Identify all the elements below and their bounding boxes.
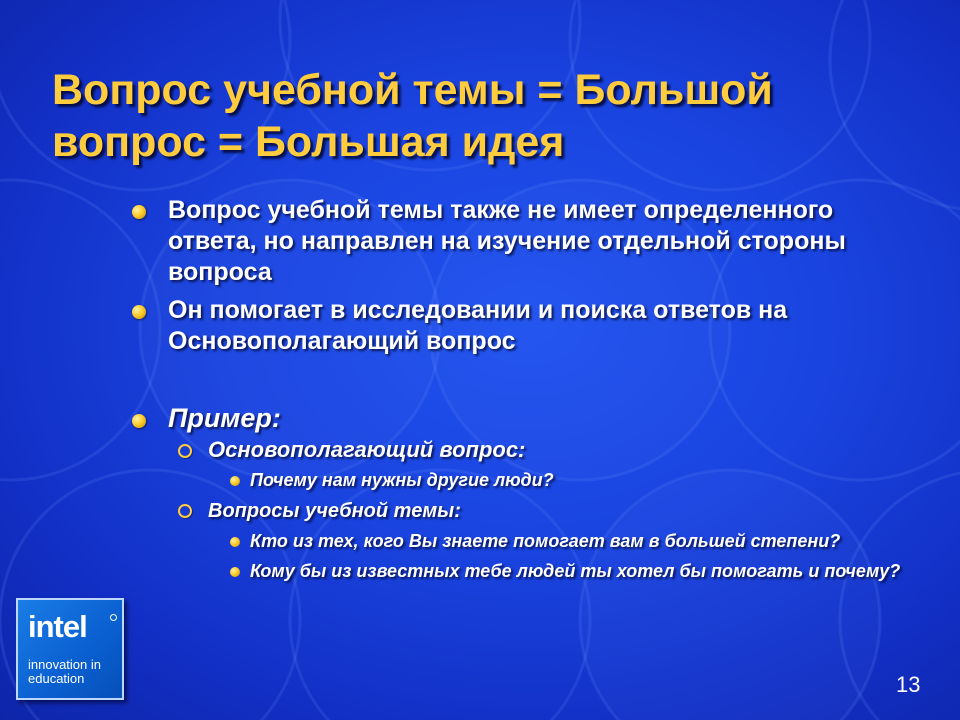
- bullet-item: [128, 195, 918, 288]
- bullet-dot-icon: [230, 537, 240, 547]
- sub-bullet-text: Кому бы из известных тебе людей ты хотел бы помогать и почему?: [250, 561, 901, 581]
- sub-bullet-item: [226, 468, 918, 492]
- bullet-text: Он помогает в исследовании и поиска ответов на Основополагающий вопрос: [168, 296, 788, 355]
- sub-bullet-item: [226, 529, 918, 553]
- intel-logo: [16, 598, 124, 700]
- essential-question-label: Основополагающий вопрос:: [208, 437, 526, 462]
- registered-mark-icon: [110, 614, 117, 621]
- unit-questions-heading: [178, 498, 918, 524]
- essential-question-heading: [178, 437, 918, 463]
- bullet-dot-icon: [230, 476, 240, 486]
- bullet-dot-icon: [132, 305, 146, 319]
- bullet-item: [128, 295, 918, 357]
- example-heading: [128, 403, 918, 434]
- bullet-dot-icon: [132, 414, 146, 428]
- intel-logo-tagline: innovation in education: [28, 657, 101, 686]
- sub-bullet-item: [226, 559, 918, 583]
- slide-content: [128, 195, 918, 589]
- bullet-dot-icon: [230, 567, 240, 577]
- bullet-text: Вопрос учебной темы также не имеет определенного ответа, но направлен на изучение отдельной стороны вопроса: [168, 196, 846, 286]
- intel-logo-wordmark: intel: [28, 609, 87, 644]
- slide-title: Вопрос учебной темы = Большой вопрос = Большая идея: [52, 66, 773, 166]
- sub-bullet-text: Кто из тех, кого Вы знаете помогает вам в большей степени?: [250, 531, 841, 551]
- sub-bullet-text: Почему нам нужны другие люди?: [250, 470, 554, 490]
- example-label: Пример:: [168, 403, 281, 433]
- bullet-ring-icon: [178, 444, 192, 458]
- unit-questions-label: Вопросы учебной темы:: [208, 500, 461, 522]
- bullet-dot-icon: [132, 205, 146, 219]
- page-number: 13: [896, 672, 921, 697]
- bullet-ring-icon: [178, 504, 192, 518]
